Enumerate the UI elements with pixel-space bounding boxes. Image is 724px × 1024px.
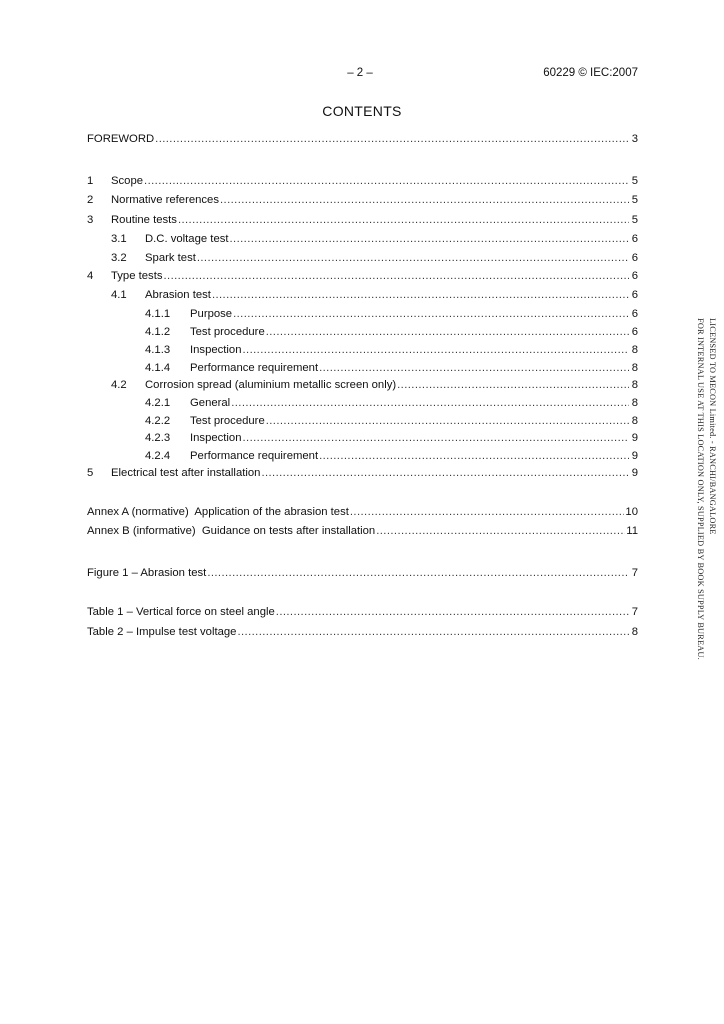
toc-table-entry[interactable] [87,624,638,640]
toc-annex-entry[interactable] [87,523,638,539]
toc-entry[interactable] [87,173,638,189]
toc-entry-text: Annex B (informative) Guidance on tests after installation [87,525,376,537]
toc-entry[interactable] [87,448,638,464]
toc-entry-page: 5 [631,214,638,226]
toc-entry-number: 3.2 [111,252,127,264]
dot-leader [319,360,629,376]
toc-entry-page: 6 [631,233,638,245]
toc-entry-page: 11 [626,525,638,537]
dot-leader [237,624,629,640]
toc-entry-page: 3 [631,133,638,145]
toc-figure-entry[interactable] [87,565,638,581]
toc-entry-text: Electrical test after installation [111,467,261,479]
toc-entry-page: 8 [631,626,638,638]
toc-entry-page: 8 [631,379,638,391]
toc-entry-text: Routine tests [111,214,177,226]
toc-entry-text: Inspection [190,432,242,444]
toc-entry[interactable] [87,287,638,303]
toc-entry[interactable] [87,268,638,284]
toc-entry[interactable] [87,395,638,411]
toc-entry-page: 7 [631,567,638,579]
page-title: CONTENTS [322,103,402,119]
toc-entry-text: Type tests [111,270,163,282]
toc-entry[interactable] [87,377,638,393]
toc-entry-number: 4 [87,270,94,282]
toc-entry-text: Table 1 – Vertical force on steel angle [87,606,275,618]
toc-entry[interactable] [87,342,638,358]
dot-leader [230,231,629,247]
toc-entry-page: 9 [631,450,638,462]
license-notice-line1: LICENSED TO MECON Limited. - RANCHI/BANGALORE [708,318,717,535]
toc-entry-text: Performance requirement [190,362,319,374]
toc-entry-number: 4.2.4 [145,450,171,462]
toc-entry-page: 9 [631,432,638,444]
toc-entry-number: 2 [87,194,94,206]
toc-entry-number: 4.1.4 [145,362,171,374]
toc-entry-page: 6 [631,252,638,264]
toc-entry[interactable] [87,465,638,481]
dot-leader [207,565,629,581]
toc-entry-number: 1 [87,175,94,187]
dot-leader [220,192,629,208]
dot-leader [261,465,629,481]
toc-entry-text: FOREWORD [87,133,155,145]
toc-entry[interactable] [87,324,638,340]
toc-entry[interactable] [87,413,638,429]
toc-entry-number: 4.2.3 [145,432,171,444]
dot-leader [397,377,629,393]
table-of-contents [87,0,638,1024]
toc-entry-page: 8 [631,362,638,374]
toc-entry-number: 3 [87,214,94,226]
dot-leader [155,131,629,147]
toc-entry-text: Scope [111,175,144,187]
toc-entry[interactable] [87,430,638,446]
standard-reference: 60229 © IEC:2007 [543,67,638,79]
toc-entry-text: Purpose [190,308,233,320]
toc-entry-number: 4.2.1 [145,397,171,409]
toc-entry-text: D.C. voltage test [145,233,229,245]
toc-entry-text: Inspection [190,344,242,356]
toc-entry-page: 8 [631,415,638,427]
toc-entry-text: Performance requirement [190,450,319,462]
dot-leader [164,268,630,284]
toc-entry-number: 4.1.1 [145,308,171,320]
toc-entry-number: 3.1 [111,233,127,245]
toc-entry[interactable] [87,192,638,208]
dot-leader [243,342,630,358]
dot-leader [350,504,625,520]
toc-entry-text: Figure 1 – Abrasion test [87,567,207,579]
dot-leader [231,395,629,411]
dot-leader [233,306,629,322]
toc-entry[interactable] [87,250,638,266]
license-notice [688,318,718,718]
dot-leader [197,250,629,266]
toc-entry-page: 5 [631,175,638,187]
toc-entry-page: 8 [631,344,638,356]
toc-entry-page: 6 [631,308,638,320]
toc-entry-number: 4.1.2 [145,326,171,338]
dot-leader [266,324,629,340]
dot-leader [212,287,629,303]
license-notice-line2: FOR INTERNAL USE AT THIS LOCATION ONLY, SUPPLIED BY BOOK SUPPLY BUREAU. [696,318,705,660]
toc-entry[interactable] [87,131,638,147]
toc-entry[interactable] [87,360,638,376]
toc-entry-text: Abrasion test [145,289,211,301]
toc-entry-text: General [190,397,231,409]
toc-entry-text: Annex A (normative) Application of the abrasion test [87,506,349,518]
toc-entry-text: Table 2 – Impulse test voltage [87,626,237,638]
toc-entry-number: 5 [87,467,94,479]
dot-leader [276,604,629,620]
toc-entry-number: 4.1.3 [145,344,171,356]
toc-entry-page: 10 [625,506,638,518]
toc-entry-page: 6 [631,270,638,282]
page-number: – 2 – [347,67,373,79]
dot-leader [178,212,629,228]
toc-entry-text: Normative references [111,194,219,206]
toc-entry-text: Spark test [145,252,196,264]
toc-table-entry[interactable] [87,604,638,620]
dot-leader [243,430,630,446]
dot-leader [144,173,629,189]
toc-annex-entry[interactable] [87,504,638,520]
toc-entry[interactable] [87,212,638,228]
dot-leader [376,523,625,539]
toc-entry-page: 6 [631,289,638,301]
toc-entry-page: 6 [631,326,638,338]
toc-entry-page: 5 [631,194,638,206]
toc-entry-text: Test procedure [190,326,265,338]
toc-entry-page: 8 [631,397,638,409]
dot-leader [319,448,629,464]
toc-entry-number: 4.2.2 [145,415,171,427]
toc-entry-text: Test procedure [190,415,265,427]
toc-entry[interactable] [87,231,638,247]
toc-entry-page: 7 [631,606,638,618]
toc-entry-number: 4.2 [111,379,127,391]
toc-entry[interactable] [87,306,638,322]
toc-entry-number: 4.1 [111,289,127,301]
toc-entry-page: 9 [631,467,638,479]
dot-leader [266,413,629,429]
toc-entry-text: Corrosion spread (aluminium metallic screen only) [145,379,397,391]
